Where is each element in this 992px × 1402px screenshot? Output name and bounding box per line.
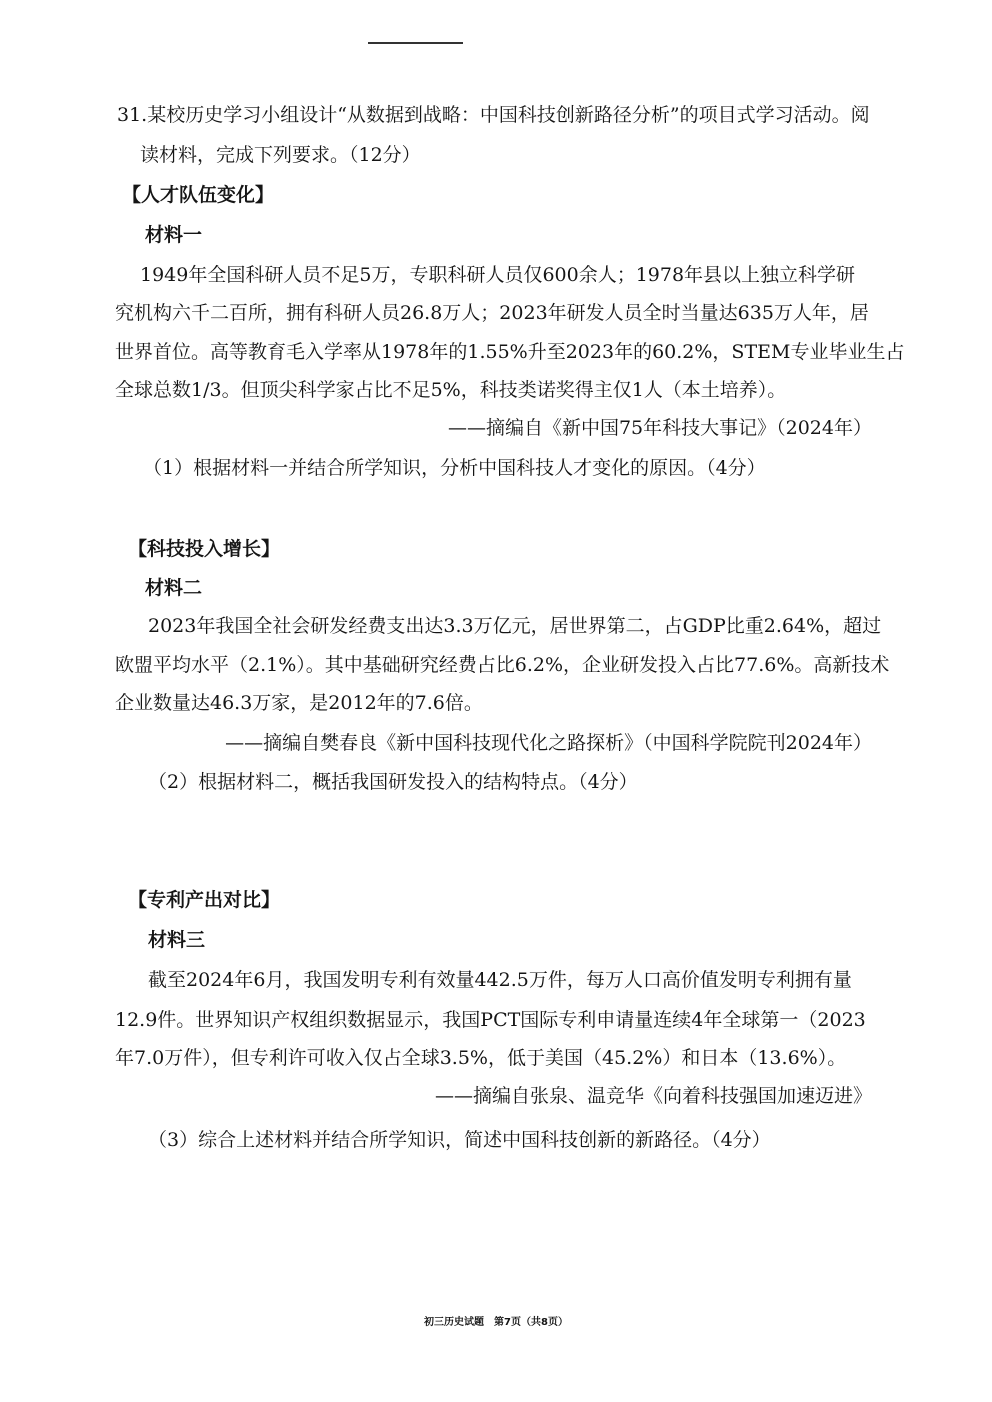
material-3-line-1: 截至2024年6月，我国发明专利有效量442.5万件，每万人口高价值发明专利拥有量: [148, 969, 852, 991]
material-1-line-4: 全球总数1/3。但顶尖科学家占比不足5%，科技类诺奖得主仅1人（本土培养）。: [115, 379, 787, 401]
material-2-line-3: 企业数量达46.3万家，是2012年的7.6倍。: [115, 692, 483, 714]
material-3-line-2: 12.9件。世界知识产权组织数据显示，我国PCT国际专利申请量连续4年全球第一（2023: [115, 1009, 866, 1031]
material-1-line-3: 世界首位。高等教育毛入学率从1978年的1.55%升至2023年的60.2%，STEM专业毕业生占: [115, 341, 905, 363]
material-label-3: 材料三: [148, 929, 206, 951]
material-1-line-1: 1949年全国科研人员不足5万，专职科研人员仅600余人；1978年县以上独立科学研: [140, 264, 856, 286]
material-2-line-1: 2023年我国全社会研发经费支出达3.3万亿元，居世界第二，占GDP比重2.64%，超过: [148, 615, 882, 637]
material-label-2: 材料二: [145, 577, 203, 599]
page-footer: 初三历史试题 第7页（共8页）: [424, 1317, 568, 1328]
material-3-line-3: 年7.0万件），但专利许可收入仅占全球3.5%，低于美国（45.2%）和日本（13.6%）。: [115, 1047, 847, 1069]
question-1: （1）根据材料一并结合所学知识，分析中国科技人才变化的原因。（4分）: [143, 457, 766, 479]
material-1-line-2: 究机构六千二百所，拥有科研人员26.8万人；2023年研发人员全时当量达635万人年，居: [115, 302, 869, 324]
material-1-source: ——摘编自《新中国75年科技大事记》（2024年）: [447, 417, 872, 439]
section-heading-talent: 【人才队伍变化】: [122, 184, 275, 206]
material-2-source: ——摘编自樊春良《新中国科技现代化之路探析》（中国科学院院刊2024年）: [225, 732, 872, 754]
section-heading-patents: 【专利产出对比】: [128, 889, 281, 911]
question-2: （2）根据材料二，概括我国研发投入的结构特点。（4分）: [148, 771, 638, 793]
top-rule: [368, 42, 463, 44]
question-stem-line-1: 31.某校历史学习小组设计“从数据到战略：中国科技创新路径分析”的项目式学习活动。阅: [117, 104, 870, 126]
section-heading-investment: 【科技投入增长】: [128, 538, 281, 560]
question-3: （3）综合上述材料并结合所学知识，简述中国科技创新的新路径。（4分）: [148, 1129, 771, 1151]
question-stem-line-2: 读材料，完成下列要求。（12分）: [140, 144, 421, 166]
material-3-source: ——摘编自张泉、温竞华《向着科技强国加速迈进》: [434, 1085, 872, 1107]
material-label-1: 材料一: [145, 224, 203, 246]
material-2-line-2: 欧盟平均水平（2.1%）。其中基础研究经费占比6.2%，企业研发投入占比77.6%。高新技术: [115, 654, 890, 676]
